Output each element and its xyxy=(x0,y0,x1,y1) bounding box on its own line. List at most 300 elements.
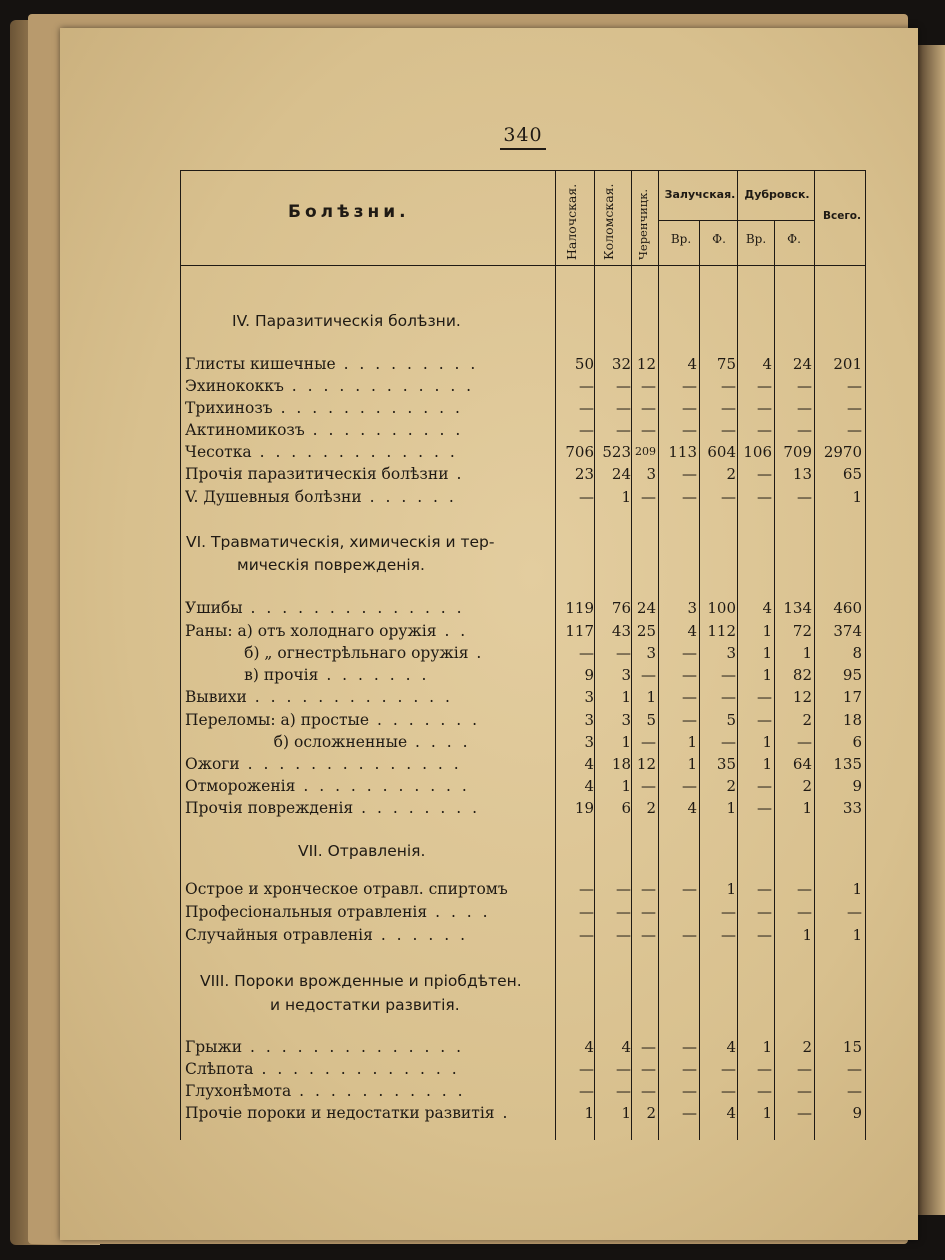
subcol-header: Вр. xyxy=(745,232,767,246)
table-cell: — xyxy=(682,399,697,417)
table-row xyxy=(180,686,865,708)
table-row xyxy=(180,709,865,731)
table-row xyxy=(180,642,865,664)
table-cell: 1 xyxy=(687,733,697,751)
leader-dots: . . . . . . . . . . . xyxy=(295,777,470,795)
table-cell: 119 xyxy=(565,599,594,617)
table-cell: 76 xyxy=(611,599,631,617)
table-cell: 32 xyxy=(611,355,631,373)
table-cell: — xyxy=(797,1104,812,1122)
row-label-text: Глухонѣмота xyxy=(185,1082,292,1100)
table-cell: — xyxy=(797,377,812,395)
table-cell: — xyxy=(579,1082,594,1100)
leader-dots: . . . . . . . xyxy=(318,666,430,684)
table-row xyxy=(180,753,865,775)
row-label xyxy=(185,1102,555,1124)
table-cell: 134 xyxy=(783,599,812,617)
row-label-text: V. Душевныя болѣзни xyxy=(185,488,362,506)
table-cell: — xyxy=(641,880,656,898)
table-cell: — xyxy=(847,903,862,921)
table-cell: 64 xyxy=(792,755,812,773)
table-cell: 201 xyxy=(833,355,862,373)
table-cell: — xyxy=(579,644,594,662)
table-cell: — xyxy=(847,1060,862,1078)
table-cell: — xyxy=(682,666,697,684)
table-cell: — xyxy=(757,777,772,795)
row-label xyxy=(185,709,555,731)
table-cell: — xyxy=(721,926,736,944)
row-label xyxy=(185,463,555,485)
column-rule xyxy=(180,170,181,1140)
header-rule xyxy=(658,220,814,221)
table-cell: 4 xyxy=(762,599,772,617)
table-cell: 3 xyxy=(621,711,631,729)
table-row xyxy=(180,463,865,485)
row-label-text: Раны: а) отъ холоднаго оружія xyxy=(185,622,437,640)
table-cell: 4 xyxy=(726,1104,736,1122)
table-cell: 2 xyxy=(802,711,812,729)
table-cell: — xyxy=(641,488,656,506)
table-cell: — xyxy=(757,465,772,483)
page-number: 340 xyxy=(500,124,546,150)
table-cell: — xyxy=(579,1060,594,1078)
table-cell: 4 xyxy=(762,355,772,373)
section-heading-vii: VII. Отравленія. xyxy=(298,842,426,860)
table-cell: 3 xyxy=(646,644,656,662)
subcol-header: Вр. xyxy=(670,232,692,246)
table-row xyxy=(180,486,865,508)
table-cell: 117 xyxy=(565,622,594,640)
col-header-cherenchitsk: Черенчицк. xyxy=(636,188,650,260)
table-cell: — xyxy=(641,777,656,795)
table-cell: 12 xyxy=(636,355,656,373)
row-label xyxy=(185,775,555,797)
table-cell: 1 xyxy=(646,688,656,706)
leader-dots: . . xyxy=(436,622,469,640)
table-cell: — xyxy=(797,1060,812,1078)
row-label-text: Трихинозъ xyxy=(185,399,273,417)
table-row xyxy=(180,1080,865,1102)
row-label xyxy=(185,441,555,463)
table-cell: — xyxy=(682,488,697,506)
section-heading-viii: VIII. Пороки врожденные и пріобдѣтен. xyxy=(200,972,522,990)
row-label xyxy=(185,753,555,775)
header-rule xyxy=(180,170,865,171)
row-label-text: Чесотка xyxy=(185,443,252,461)
table-cell: — xyxy=(579,377,594,395)
leader-dots: . . . . . . . . . . . . . . xyxy=(239,755,462,773)
row-label-text: Случайныя отравленія xyxy=(185,926,373,944)
table-cell: — xyxy=(682,711,697,729)
row-label xyxy=(185,353,555,375)
table-cell: — xyxy=(579,903,594,921)
column-rule xyxy=(774,220,775,1140)
table-cell: 2 xyxy=(646,799,656,817)
row-label xyxy=(185,397,555,419)
table-cell: 1 xyxy=(726,799,736,817)
table-cell: 72 xyxy=(792,622,812,640)
table-cell: — xyxy=(616,399,631,417)
table-cell: 3 xyxy=(646,465,656,483)
table-cell: — xyxy=(616,1060,631,1078)
table-cell: — xyxy=(579,421,594,439)
table-cell: 2 xyxy=(802,1038,812,1056)
table-cell: — xyxy=(757,711,772,729)
table-row xyxy=(180,597,865,619)
section-heading-iv: IV. Паразитическія болѣзни. xyxy=(232,312,461,330)
table-cell: 106 xyxy=(743,443,772,461)
column-rule xyxy=(699,220,700,1140)
row-label xyxy=(185,797,555,819)
table-cell: — xyxy=(721,666,736,684)
header-rule xyxy=(180,265,865,266)
table-cell: 706 xyxy=(565,443,594,461)
table-cell: — xyxy=(616,644,631,662)
table-cell: — xyxy=(682,926,697,944)
table-cell: 113 xyxy=(668,443,697,461)
row-label-text: б) „ огнестрѣльнаго оружія xyxy=(185,644,469,662)
table-cell: 709 xyxy=(783,443,812,461)
table-cell: 43 xyxy=(611,622,631,640)
table-cell: — xyxy=(797,1082,812,1100)
subcol-header: Ф. xyxy=(712,232,726,246)
table-cell: 6 xyxy=(852,733,862,751)
table-cell: 1 xyxy=(584,1104,594,1122)
table-cell: 9 xyxy=(852,1104,862,1122)
leader-dots: . . . . . . . . . . . . . xyxy=(253,1060,460,1078)
table-cell: 374 xyxy=(833,622,862,640)
table-cell: — xyxy=(641,1082,656,1100)
table-cell: — xyxy=(757,903,772,921)
table-cell: 1 xyxy=(802,799,812,817)
table-row xyxy=(180,878,865,900)
row-label-text: Эхинококкъ xyxy=(185,377,284,395)
table-cell: — xyxy=(721,1060,736,1078)
table-cell: 1 xyxy=(762,666,772,684)
table-row xyxy=(180,664,865,686)
table-cell: 24 xyxy=(792,355,812,373)
table-cell: 3 xyxy=(726,644,736,662)
leader-dots: . . . . . . . . . . . . . . xyxy=(242,599,465,617)
table-cell: — xyxy=(641,903,656,921)
table-cell: — xyxy=(682,880,697,898)
table-cell: 8 xyxy=(852,644,862,662)
table-cell: 12 xyxy=(636,755,656,773)
table-cell: — xyxy=(616,377,631,395)
table-cell: — xyxy=(797,488,812,506)
table-cell: 33 xyxy=(842,799,862,817)
table-cell: — xyxy=(641,377,656,395)
table-cell: 3 xyxy=(687,599,697,617)
leader-dots: . xyxy=(494,1104,511,1122)
table-row xyxy=(180,375,865,397)
table-cell: 2 xyxy=(726,777,736,795)
table-cell: — xyxy=(682,777,697,795)
table-cell: — xyxy=(847,1082,862,1100)
table-cell: 1 xyxy=(852,880,862,898)
table-cell: — xyxy=(616,1082,631,1100)
table-row xyxy=(180,901,865,923)
leader-dots: . . . . . . . . . . . . . . xyxy=(242,1038,465,1056)
table-cell: 82 xyxy=(792,666,812,684)
table-cell: — xyxy=(721,488,736,506)
table-cell: 13 xyxy=(792,465,812,483)
table-row xyxy=(180,397,865,419)
table-cell: — xyxy=(757,399,772,417)
table-cell: 1 xyxy=(802,644,812,662)
table-cell: — xyxy=(579,880,594,898)
table-cell: 75 xyxy=(716,355,736,373)
table-cell: — xyxy=(797,733,812,751)
table-cell: — xyxy=(682,644,697,662)
table-cell: 6 xyxy=(621,799,631,817)
table-cell: 1 xyxy=(726,880,736,898)
table-cell: — xyxy=(616,903,631,921)
table-cell: 1 xyxy=(621,488,631,506)
row-label-text: Актиномикозъ xyxy=(185,421,305,439)
table-cell: 23 xyxy=(574,465,594,483)
subcol-header: Ф. xyxy=(787,232,801,246)
table-cell: — xyxy=(757,880,772,898)
table-cell: — xyxy=(847,421,862,439)
table-cell: — xyxy=(579,926,594,944)
table-cell: — xyxy=(757,488,772,506)
table-cell: — xyxy=(616,926,631,944)
row-label xyxy=(185,924,555,946)
table-cell: 2 xyxy=(802,777,812,795)
table-cell: 1 xyxy=(687,755,697,773)
table-cell: 1 xyxy=(762,755,772,773)
table-cell: 460 xyxy=(833,599,862,617)
table-cell: 4 xyxy=(584,1038,594,1056)
row-label-text: Професіональныя отравленія xyxy=(185,903,428,921)
section-heading-viii-cont: и недостатки развитія. xyxy=(270,996,460,1014)
table-row xyxy=(180,441,865,463)
row-label xyxy=(185,878,555,900)
leader-dots: . . . . xyxy=(427,903,491,921)
table-cell: — xyxy=(757,688,772,706)
table-cell: 12 xyxy=(792,688,812,706)
row-label xyxy=(185,486,555,508)
table-cell: — xyxy=(757,1082,772,1100)
section-heading-vi: VI. Травматическія, химическія и тер- xyxy=(186,533,495,551)
table-cell: — xyxy=(682,377,697,395)
table-cell: — xyxy=(641,1038,656,1056)
leader-dots: . . . . . . xyxy=(372,926,469,944)
leader-dots: . . . . . . . . . . . xyxy=(291,1082,466,1100)
table-cell: 35 xyxy=(716,755,736,773)
table-cell: 1 xyxy=(762,1104,772,1122)
table-cell: 18 xyxy=(842,711,862,729)
table-row xyxy=(180,924,865,946)
row-label-text: Прочія поврежденія xyxy=(185,799,354,817)
table-cell: 18 xyxy=(611,755,631,773)
row-label xyxy=(185,1058,555,1080)
table-cell: 4 xyxy=(584,755,594,773)
row-label-text: в) прочія xyxy=(185,666,319,684)
leader-dots: . . . . . . . . . . xyxy=(304,421,464,439)
row-label xyxy=(185,375,555,397)
col-header-nalochskaya: Налочская. xyxy=(564,183,579,260)
table-cell: 604 xyxy=(707,443,736,461)
table-cell: — xyxy=(757,799,772,817)
table-cell: 1 xyxy=(621,733,631,751)
table-cell: 4 xyxy=(584,777,594,795)
table-row xyxy=(180,731,865,753)
leader-dots: . . . . . . xyxy=(361,488,457,506)
table-cell: 5 xyxy=(646,711,656,729)
table-cell: 95 xyxy=(842,666,862,684)
table-cell: 4 xyxy=(621,1038,631,1056)
column-rule xyxy=(658,170,659,1140)
row-label-text: Переломы: а) простые xyxy=(185,711,370,729)
table-cell: 1 xyxy=(762,622,772,640)
row-label xyxy=(185,620,555,642)
table-cell: 25 xyxy=(636,622,656,640)
table-cell: — xyxy=(641,399,656,417)
table-row xyxy=(180,775,865,797)
section-heading-vi-cont: мическія поврежденія. xyxy=(237,556,425,574)
table-cell: 3 xyxy=(584,688,594,706)
row-label-text: б) осложненные xyxy=(185,733,408,751)
table-cell: — xyxy=(847,399,862,417)
row-label-text: Грыжи xyxy=(185,1038,243,1056)
table-cell: 4 xyxy=(687,622,697,640)
table-cell: — xyxy=(797,399,812,417)
table-cell: — xyxy=(757,1060,772,1078)
table-cell: — xyxy=(682,688,697,706)
leader-dots: . . . . . . . . . . . . . xyxy=(251,443,458,461)
table-cell: 65 xyxy=(842,465,862,483)
table-row xyxy=(180,419,865,441)
table-cell: — xyxy=(682,1060,697,1078)
row-label-text: Острое и хронческое отравл. спиртомъ xyxy=(185,880,508,898)
table-cell: 17 xyxy=(842,688,862,706)
table-cell: — xyxy=(797,421,812,439)
table-cell: 9 xyxy=(584,666,594,684)
leader-dots: . . . . . . . xyxy=(369,711,481,729)
leader-dots: . xyxy=(448,465,465,483)
row-label-text: Слѣпота xyxy=(185,1060,254,1078)
table-cell: 1 xyxy=(762,644,772,662)
row-label-text: Вывихи xyxy=(185,688,247,706)
leader-dots: . . . . . . . . . . . . xyxy=(272,399,463,417)
row-label xyxy=(185,597,555,619)
table-cell: 4 xyxy=(726,1038,736,1056)
table-cell: — xyxy=(682,465,697,483)
row-label-text: Прочія паразитическія болѣзни xyxy=(185,465,449,483)
table-row xyxy=(180,1102,865,1124)
table-cell: — xyxy=(641,1060,656,1078)
table-cell: — xyxy=(579,488,594,506)
leader-dots: . xyxy=(468,644,485,662)
row-label xyxy=(185,1080,555,1102)
row-label-text: Отмороженія xyxy=(185,777,296,795)
table-cell: 1 xyxy=(802,926,812,944)
table-cell: — xyxy=(797,903,812,921)
table-cell: — xyxy=(757,926,772,944)
row-label-text: Ожоги xyxy=(185,755,240,773)
row-label xyxy=(185,731,555,753)
table-cell: 2 xyxy=(726,465,736,483)
table-cell: 24 xyxy=(611,465,631,483)
column-rule xyxy=(631,170,632,1140)
table-cell: — xyxy=(641,733,656,751)
table-cell: — xyxy=(797,880,812,898)
table-cell: 112 xyxy=(707,622,736,640)
row-label-text: Ушибы xyxy=(185,599,243,617)
table-cell: 19 xyxy=(574,799,594,817)
leader-dots: . . . . . . . . . . . . . xyxy=(246,688,453,706)
leader-dots: . . . . . . . . . . . . xyxy=(283,377,475,395)
table-cell: 1 xyxy=(621,777,631,795)
table-cell: 2 xyxy=(646,1104,656,1122)
table-cell: — xyxy=(721,421,736,439)
table-cell: 9 xyxy=(852,777,862,795)
table-cell: 4 xyxy=(687,355,697,373)
table-cell: 1 xyxy=(762,1038,772,1056)
row-label xyxy=(185,901,555,923)
table-cell: — xyxy=(721,399,736,417)
table-cell: 3 xyxy=(584,733,594,751)
table-row xyxy=(180,353,865,375)
table-cell: 3 xyxy=(584,711,594,729)
row-label xyxy=(185,419,555,441)
table-row xyxy=(180,797,865,819)
table-cell: — xyxy=(721,903,736,921)
table-cell: — xyxy=(579,399,594,417)
table-cell: — xyxy=(641,421,656,439)
leader-dots: . . . . xyxy=(407,733,471,751)
table-cell: 135 xyxy=(833,755,862,773)
table-cell: — xyxy=(682,1082,697,1100)
leader-dots: . . . . . . . . . xyxy=(335,355,479,373)
table-cell: 50 xyxy=(574,355,594,373)
table-cell: — xyxy=(721,1082,736,1100)
column-rule xyxy=(865,170,866,1140)
table-cell: — xyxy=(682,1104,697,1122)
facing-page-edge xyxy=(918,45,945,1215)
table-row xyxy=(180,620,865,642)
table-cell: — xyxy=(682,421,697,439)
table-cell: 1 xyxy=(762,733,772,751)
table-cell: — xyxy=(721,733,736,751)
column-rule xyxy=(814,170,815,1140)
row-label xyxy=(185,686,555,708)
row-label xyxy=(185,664,555,686)
table-cell: 100 xyxy=(707,599,736,617)
table-cell: — xyxy=(616,421,631,439)
table-cell: 523 xyxy=(602,443,631,461)
table-cell: — xyxy=(616,880,631,898)
leader-dots: . . . . . . . . xyxy=(353,799,481,817)
table-cell: — xyxy=(757,377,772,395)
row-label xyxy=(185,1036,555,1058)
column-rule xyxy=(737,170,738,1140)
disease-table xyxy=(180,170,865,1140)
column-rule xyxy=(555,170,556,1140)
table-cell: 1 xyxy=(621,688,631,706)
row-label-text: Прочіе пороки и недостатки развитія xyxy=(185,1104,495,1122)
col-header-total: Всего. xyxy=(822,210,862,222)
column-rule xyxy=(594,170,595,1140)
table-cell: 209 xyxy=(635,445,656,458)
table-cell: 1 xyxy=(621,1104,631,1122)
table-cell: 5 xyxy=(726,711,736,729)
table-cell: — xyxy=(757,421,772,439)
table-cell: 2970 xyxy=(823,443,862,461)
table-cell: — xyxy=(847,377,862,395)
